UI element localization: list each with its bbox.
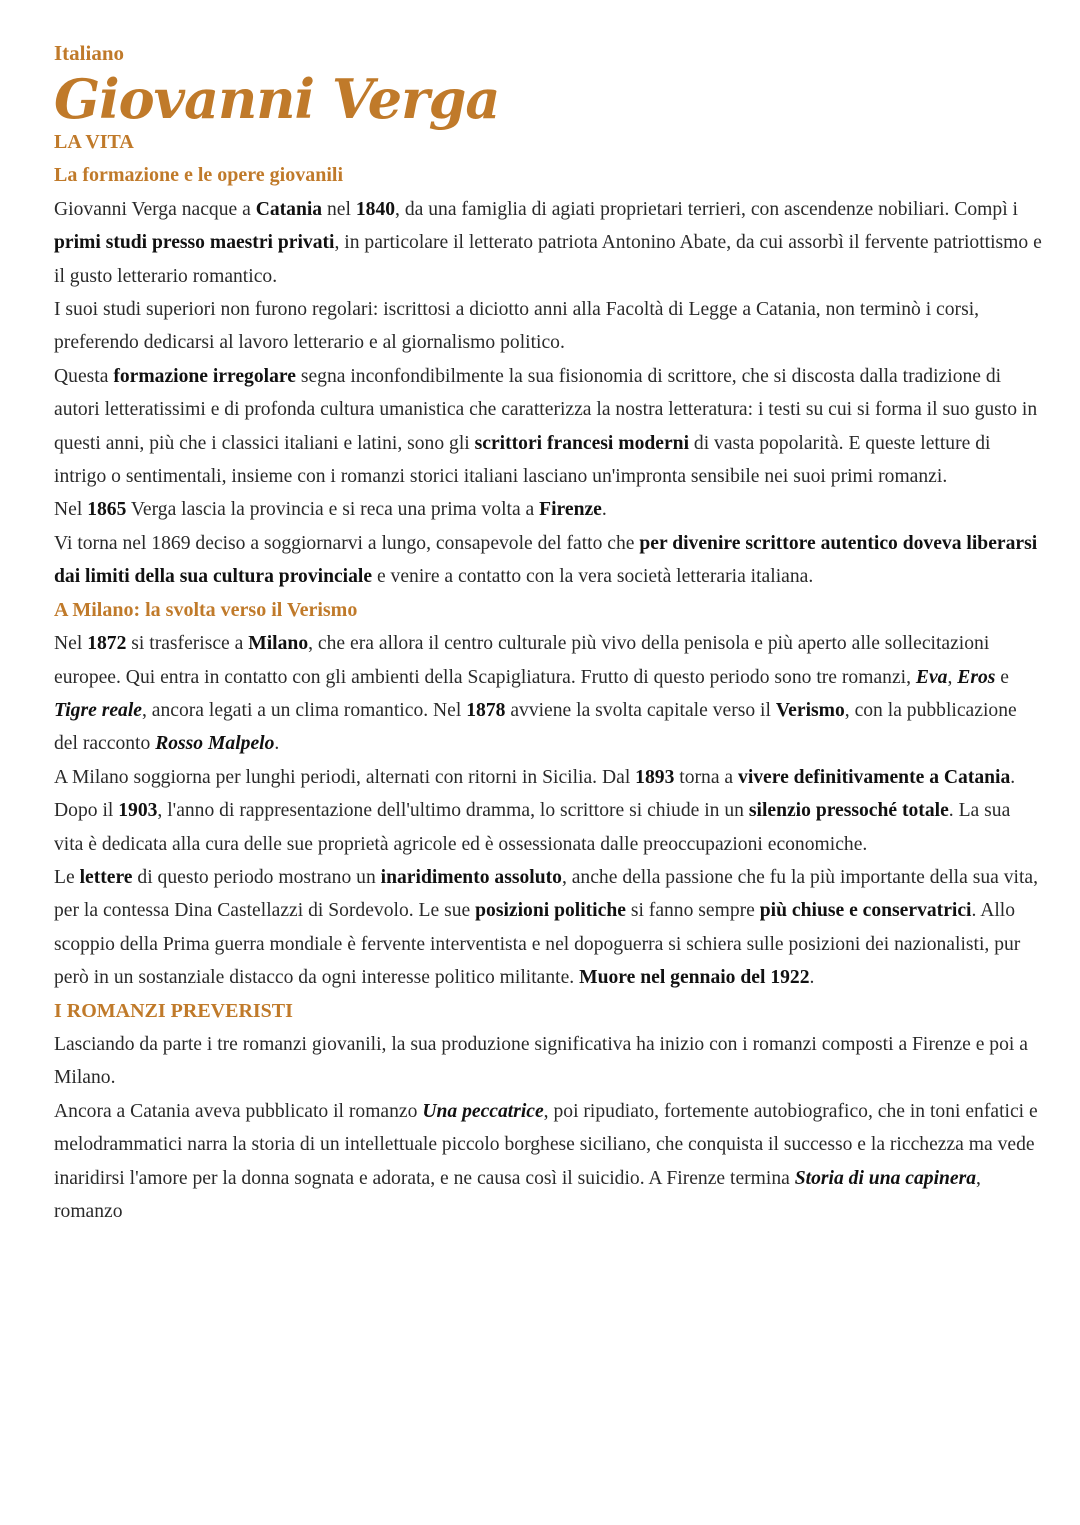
paragraph: A Milano soggiorna per lunghi periodi, alternati con ritorni in Sicilia. Dal 1893 torna a vivere definitivamente a Catania.	[54, 766, 1016, 788]
section-body-preveristi	[54, 1028, 1044, 1228]
section-body-milano	[54, 627, 1044, 994]
subject-label: Italiano	[54, 41, 125, 65]
paragraph: Nel 1865 Verga lascia la provincia e si reca una prima volta a Firenze.	[54, 499, 607, 521]
paragraph: Vi torna nel 1869 deciso a soggiornarvi a lungo, consapevole del fatto che per divenire scrittore autentico doveva liberarsi dai limiti della sua cultura provinciale e venire a contatto con la vera società letteraria italiana.	[54, 532, 1038, 588]
paragraph: Lasciando da parte i tre romanzi giovanili, la sua produzione significativa ha inizio con i romanzi composti a Firenze e poi a Milano.	[54, 1033, 1028, 1089]
paragraph: Ancora a Catania aveva pubblicato il romanzo Una peccatrice, poi ripudiato, fortemente autobiografico, che in toni enfatici e melodrammatici narra la storia di un intellettuale piccolo borghese siciliano, che conquista il successo e la ricchezza ma vede inaridirsi l'amore per la donna sognata e adorata, e ne causa così il suicidio. A Firenze termina Storia di una capinera, romanzo	[54, 1100, 1038, 1222]
section-heading-vita: LA VITA	[54, 131, 134, 153]
section-heading-preveristi: I ROMANZI PREVERISTI	[54, 999, 293, 1022]
paragraph: Questa formazione irregolare segna inconfondibilmente la sua fisionomia di scrittore, che si discosta dalla tradizione di autori letteratissimi e di profonda cultura umanistica che caratterizza la nostra letteratura: i testi su cui si forma il suo gusto in questi anni, più che i classici italiani e latini, sono gli scrittori francesi moderni di vasta popolarità. E queste letture di intrigo o sentimentali, insieme con i romanzi storici italiani lasciano un'impronta sensibile nei suoi primi romanzi.	[54, 365, 1038, 488]
paragraph: Giovanni Verga nacque a Catania nel 1840, da una famiglia di agiati proprietari terrieri, con ascendenze nobiliari. Compì i primi studi presso maestri privati, in particolare il letterato patriota Antonino Abate, da cui assorbì il fervente patriottismo e il gusto letterario romantico.	[54, 198, 1042, 287]
subheading-milano: A Milano: la svolta verso il Verismo	[54, 598, 358, 621]
paragraph: Dopo il 1903, l'anno di rappresentazione dell'ultimo dramma, lo scrittore si chiude in un silenzio pressoché totale. La sua vita è dedicata alla cura delle sue proprietà agricole ed è ossessionata dalle preoccupazioni economiche.	[54, 800, 1011, 855]
paragraph: I suoi studi superiori non furono regolari: iscrittosi a diciotto anni alla Facoltà di Legge a Catania, non terminò i corsi, preferendo dedicarsi al lavoro letterario e al giornalismo politico.	[54, 299, 980, 354]
subheading-formazione: La formazione e le opere giovanili	[54, 164, 344, 187]
document-title: Giovanni Verga	[54, 67, 500, 131]
paragraph: Le lettere di questo periodo mostrano un inaridimento assoluto, anche della passione che fu la più importante della sua vita, per la contessa Dina Castellazzi di Sordevolo. Le sue posizioni politiche si fanno sempre più chiuse e conservatrici. Allo scoppio della Prima guerra mondiale è fervente interventista e nel dopoguerra si schiera sulle posizioni dei nazionalisti, pur però in un sostanziale distacco da ogni interesse politico militante. Muore nel gennaio del 1922.	[54, 866, 1039, 989]
section-body-formazione	[54, 193, 1044, 594]
document-page	[54, 38, 1044, 1228]
paragraph: Nel 1872 si trasferisce a Milano, che era allora il centro culturale più vivo della penisola e più aperto alle sollecitazioni europee. Qui entra in contatto con gli ambienti della Scapigliatura. Frutto di questo periodo sono tre romanzi, Eva, Eros e Tigre reale, ancora legati a un clima romantico. Nel 1878 avviene la svolta capitale verso il Verismo, con la pubblicazione del racconto Rosso Malpelo.	[54, 633, 1017, 755]
